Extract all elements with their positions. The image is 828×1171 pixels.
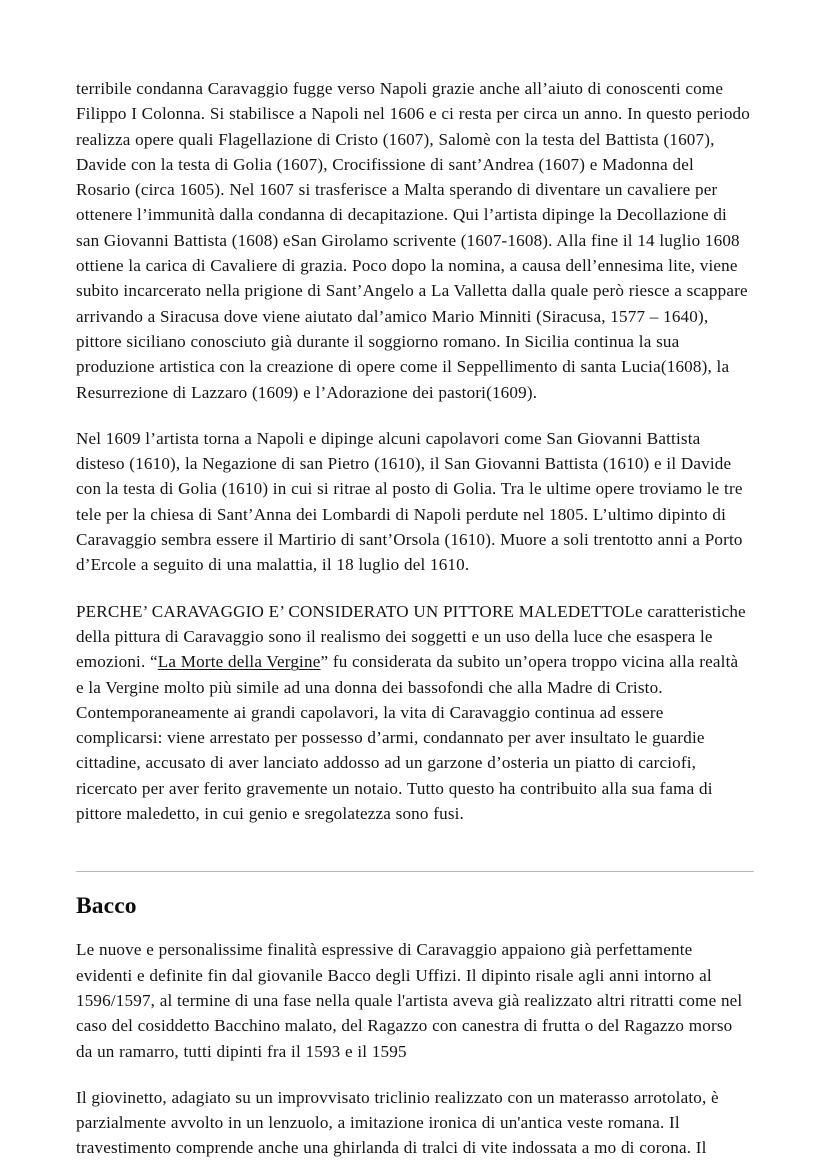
paragraph-ritorno-napoli-morte: Nel 1609 l’artista torna a Napoli e dipinge alcuni capolavori come San Giovanni Battista disteso (1610), la Negazione di san Pietro (1610), il San Giovanni Battista (1610) e il Davide con la testa di Golia (1610) in cui si ritrae al posto di Golia. Tra le ultime opere troviamo le tre tele per la chiesa di Sant’Anna dei Lombardi di Napoli perdute nel 1805. L’ultimo dipinto di Caravaggio sembra essere il Martirio di sant’Orsola (1610). Muore a soli trentotto anni a Porto d’Ercole a seguito di una malattia, il 18 luglio del 1610. [76,428,743,575]
painting-title-la-morte-della-vergine[interactable]: La Morte della Vergine [157,652,321,672]
section-heading-bacco: Bacco [76,893,137,920]
paragraph-napoli-malta-sicilia: terribile condanna Caravaggio fugge verso Napoli grazie anche all’aiuto di conoscenti come Filippo I Colonna. Si stabilisce a Napoli nel 1606 e ci resta per circa un anno. In questo periodo realizza opere quali Flagellazione di Cristo (1607), Salomè con la testa del Battista (1607), Davide con la testa di Golia (1607), Crocifissione di sant’Andrea (1607) e Madonna del Rosario (circa 1605). Nel 1607 si trasferisce a Malta sperando di diventare un cavaliere per ottenere l’immunità dalla condanna di decapitazione. Qui l’artista dipinge la Decollazione di san Giovanni Battista (1608) eSan Girolamo scrivente (1607-1608). Alla fine il 14 luglio 1608 ottiene la carica di Cavaliere di grazia. Poco dopo la nomina, a causa dell’ennesima lite, viene subito incarcerato nella prigione di Sant’Angelo a La Valletta dalla quale però riesce a scappare arrivando a Siracusa dove viene aiutato dal’amico Mario Minniti (Siracusa, 1577 – 1640), pittore siciliano conosciuto già durante il soggiorno romano. In Sicilia continua la sua produzione artistica con la creazione di opere come il Seppellimento di santa Lucia(1608), la Resurrezione di Lazzaro (1609) e l’Adorazione dei pastori(1609). [76,79,750,402]
paragraph-bacco-giovinetto: Il giovinetto, adagiato su un improvvisato triclinio realizzato con un materasso arrotolato, è parzialmente avvolto in un lenzuolo, a imitazione ironica di un'antica veste romana. Il travestimento comprende anche una ghirlanda di tralci di vite indossata a mo di corona. Il [76,1087,719,1158]
paragraph-maledetto-lead: PERCHE’ CARAVAGGIO E’ CONSIDERATO UN PITTORE MALEDETTOLe caratteristiche della pittura di Caravaggio sono il realismo dei soggetti e un uso della luce che esaspera le emozioni. “ [76,601,746,672]
paragraph-bacco-uffizi: Le nuove e personalissime finalità espressive di Caravaggio appaiono già perfettamente evidenti e definite fin dal giovanile Bacco degli Uffizi. Il dipinto risale agli anni intorno al 1596/1597, al termine di una fase nella quale l'artista aveva già realizzato altri ritratti come nel caso del cosiddetto Bacchino malato, del Ragazzo con canestra di frutta o del Ragazzo morso da un ramarro, tutti dipinti fra il 1593 e il 1595 [76,940,743,1061]
paragraph-maledetto-tail: ” fu considerata da subito un’opera troppo vicina alla realtà e la Vergine molto più simile ad una donna dei bassofondi che alla Madre di Cristo. Contemporaneamente ai grandi capolavori, la vita di Caravaggio continua ad essere complicarsi: viene arrestato per possesso d’armi, condannato per aver insultato le guardie cittadine, accusato di aver lanciato addosso ad un garzone d’osteria un piatto di carciofi, ricercato per aver ferito gravemente un notaio. Tutto questo ha contribuito alla sua fama di pittore maledetto, in cui genio e sregolatezza sono fusi. [76,652,739,824]
paragraph-perche-maledetto [76,599,750,827]
document-body [76,76,750,1161]
section-divider-rule [76,871,754,872]
